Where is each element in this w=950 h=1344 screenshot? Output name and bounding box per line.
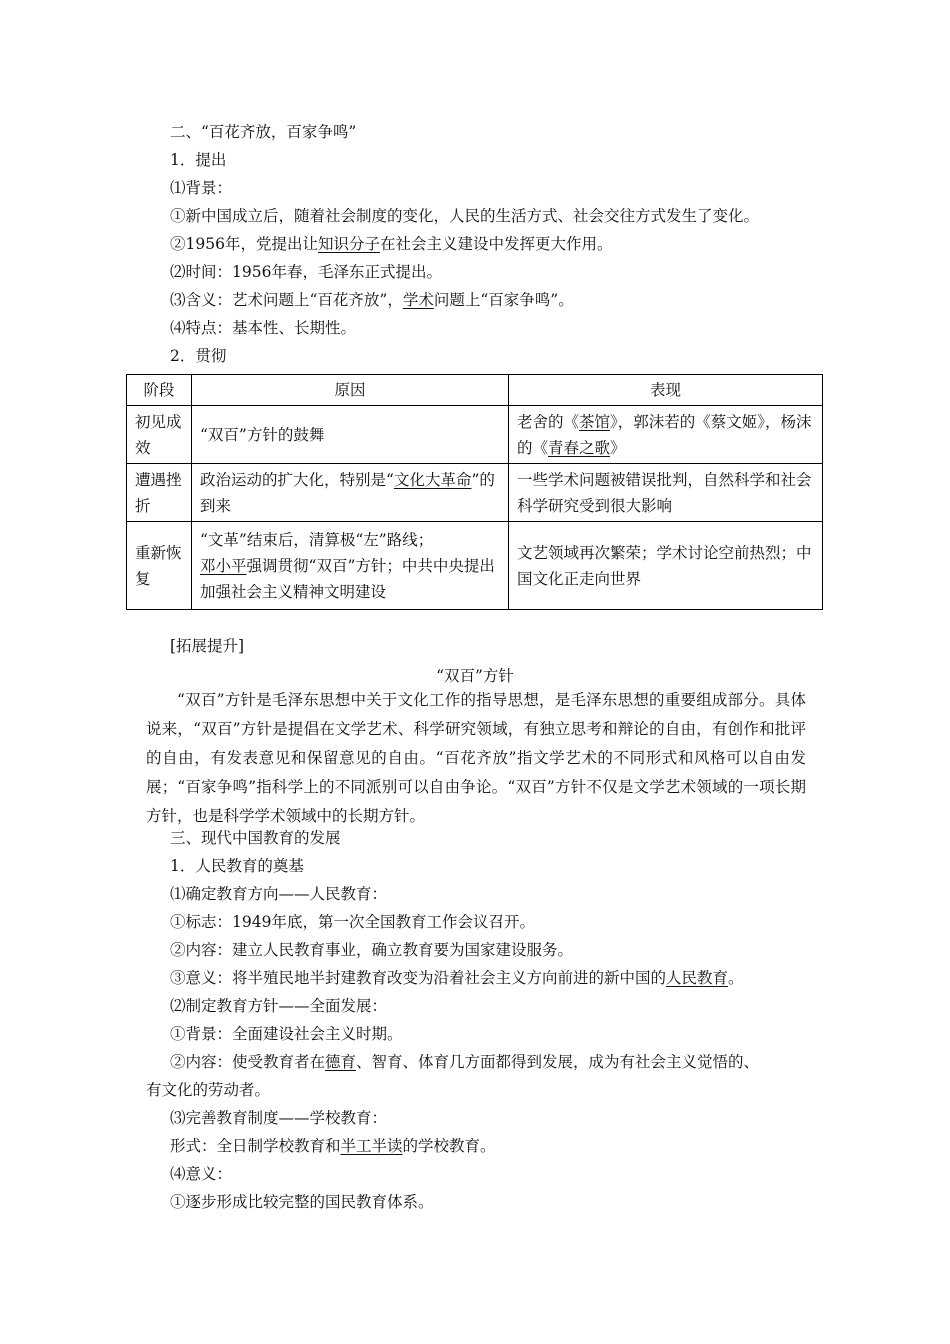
meaning-line: ⑶含义：艺术问题上“百花齐放”，学术问题上“百家争鸣”。 <box>170 291 574 309</box>
extension-paragraph: “双百”方针是毛泽东思想中关于文化工作的指导思想，是毛泽东思想的重要组成部分。具体说来，“双百”方针是提倡在文学艺术、科学研究领域，有独立思考和辩论的自由，有创作和批评的自由，有发表意见和保留意见的自由。“百花齐放”指文学艺术的不同形式和风格可以自由发展；“百家争鸣”指科学上的不同派别可以自由争论。“双百”方针不仅是文学艺术领域的一项长期方针，也是科学学术领域中的长期方针。 <box>146 691 806 825</box>
stage-cell: 遭遇挫折 <box>127 464 192 522</box>
point-item: 形式：全日制学校教育和半工半读的学校教育。 <box>170 1137 496 1155</box>
table-row <box>127 522 823 610</box>
underlined-term: 半工半读 <box>340 1137 403 1155</box>
point-title: ⑴确定教育方向——人民教育： <box>170 885 388 903</box>
point-item: ①标志：1949年底，第一次全国教育工作会议召开。 <box>170 913 535 931</box>
feature-line: ⑷特点：基本性、长期性。 <box>170 319 357 337</box>
subsection-title: 1．提出 <box>170 151 227 169</box>
point-item: ①逐步形成比较完整的国民教育体系。 <box>170 1193 434 1211</box>
underlined-term: 德育 <box>325 1053 357 1071</box>
stage-cell: 重新恢复 <box>127 522 192 610</box>
background-title: ⑴背景： <box>170 179 233 197</box>
header-cell: 阶段 <box>127 375 192 406</box>
point-title: ⑵制定教育方针——全面发展： <box>170 997 388 1015</box>
header-cell: 原因 <box>192 375 509 406</box>
underlined-term: 邓小平 <box>200 556 247 575</box>
cause-cell: 政治运动的扩大化，特别是“文化大革命”的到来 <box>192 464 509 522</box>
header-cell: 表现 <box>509 375 823 406</box>
point-title: ⑶完善教育制度——学校教育： <box>170 1109 388 1127</box>
performance-cell: 文艺领域再次繁荣；学术讨论空前热烈；中国文化正走向世界 <box>509 522 823 610</box>
section2-heading: 二、“百花齐放，百家争鸣” <box>170 123 357 141</box>
table-row <box>127 464 823 522</box>
table-header-row <box>127 375 823 406</box>
cause-cell: “文革”结束后，清算极“左”路线； 邓小平强调贯彻“双百”方针；中共中央提出加强社会主义精神文明建设 <box>192 522 509 610</box>
point-title: ⑷意义： <box>170 1165 233 1183</box>
underlined-term: 知识分子 <box>317 235 380 253</box>
underlined-term: 人民教育 <box>666 969 729 987</box>
time-line: ⑵时间：1956年春，毛泽东正式提出。 <box>170 263 442 281</box>
performance-cell: 老舍的《茶馆》，郭沫若的《蔡文姬》，杨沫的《青春之歌》 <box>509 406 823 464</box>
underlined-term: 青春之歌 <box>548 438 611 457</box>
point-item: ②内容：使受教育者在德育、智育、体育几方面都得到发展，成为有社会主义觉悟的、 <box>170 1053 760 1071</box>
background-item-2: ②1956年，党提出让知识分子在社会主义建设中发挥更大作用。 <box>170 235 613 253</box>
point-item: ①背景：全面建设社会主义时期。 <box>170 1025 403 1043</box>
table-row <box>127 406 823 464</box>
background-item-1: ①新中国成立后，随着社会制度的变化，人民的生活方式、社会交往方式发生了变化。 <box>170 207 760 225</box>
point-item: ③意义：将半殖民地半封建教育改变为沿着社会主义方向前进的新中国的人民教育。 <box>170 969 744 987</box>
subsection-title: 2．贯彻 <box>170 347 227 365</box>
extension-title: “双百”方针 <box>436 667 514 685</box>
subsection-title: 1．人民教育的奠基 <box>170 857 304 875</box>
underlined-term: 茶馆 <box>579 412 611 431</box>
performance-cell: 一些学术问题被错误批判，自然科学和社会科学研究受到很大影响 <box>509 464 823 522</box>
implementation-table <box>126 374 823 610</box>
section3-heading: 三、现代中国教育的发展 <box>170 829 341 847</box>
underlined-term: 学术 <box>402 291 434 309</box>
cause-cell: “双百”方针的鼓舞 <box>192 406 509 464</box>
extension-label: [拓展提升] <box>170 637 245 655</box>
underlined-term: 文化大革命 <box>393 470 472 489</box>
point-item-continued: 有文化的劳动者。 <box>146 1081 271 1099</box>
point-item: ②内容：建立人民教育事业，确立教育要为国家建设服务。 <box>170 941 574 959</box>
stage-cell: 初见成效 <box>127 406 192 464</box>
